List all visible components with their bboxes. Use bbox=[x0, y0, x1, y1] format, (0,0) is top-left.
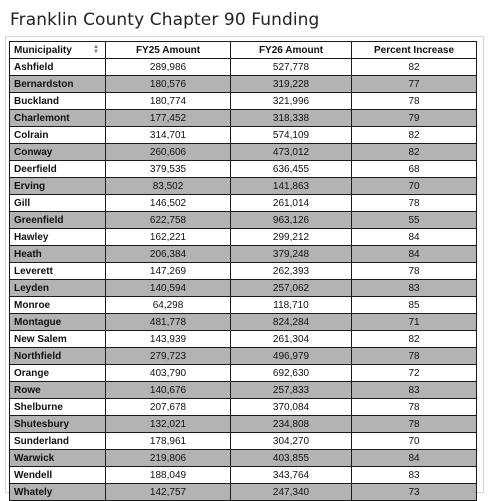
fy25-amount-cell: 219,806 bbox=[106, 450, 231, 467]
fy25-amount-cell: 379,535 bbox=[106, 161, 231, 178]
municipality-cell: Orange bbox=[10, 365, 106, 382]
municipality-cell: Colrain bbox=[10, 127, 106, 144]
municipality-cell: New Salem bbox=[10, 331, 106, 348]
municipality-cell: Conway bbox=[10, 144, 106, 161]
percent-increase-cell: 78 bbox=[352, 195, 477, 212]
municipality-cell: Gill bbox=[10, 195, 106, 212]
municipality-cell: Buckland bbox=[10, 93, 106, 110]
sort-icon[interactable]: ▲ ▼ bbox=[93, 44, 99, 55]
municipality-cell: Ashfield bbox=[10, 59, 106, 76]
column-header-percent[interactable]: Percent Increase bbox=[352, 42, 477, 59]
fy26-amount-cell: 963,126 bbox=[231, 212, 352, 229]
fy25-amount-cell: 140,594 bbox=[106, 280, 231, 297]
fy25-amount-cell: 147,269 bbox=[106, 263, 231, 280]
municipality-cell: Shutesbury bbox=[10, 416, 106, 433]
fy26-amount-cell: 318,338 bbox=[231, 110, 352, 127]
table-row bbox=[10, 127, 477, 144]
fy26-amount-cell: 496,979 bbox=[231, 348, 352, 365]
percent-increase-cell: 83 bbox=[352, 382, 477, 399]
percent-increase-cell: 78 bbox=[352, 416, 477, 433]
fy26-amount-cell: 403,855 bbox=[231, 450, 352, 467]
funding-table bbox=[9, 41, 477, 501]
fy26-amount-cell: 261,014 bbox=[231, 195, 352, 212]
fy25-amount-cell: 180,576 bbox=[106, 76, 231, 93]
fy25-amount-cell: 289,986 bbox=[106, 59, 231, 76]
fy26-amount-cell: 141,863 bbox=[231, 178, 352, 195]
municipality-cell: Shelburne bbox=[10, 399, 106, 416]
table-row bbox=[10, 365, 477, 382]
percent-increase-cell: 78 bbox=[352, 263, 477, 280]
municipality-cell: Northfield bbox=[10, 348, 106, 365]
percent-increase-cell: 83 bbox=[352, 280, 477, 297]
municipality-cell: Charlemont bbox=[10, 110, 106, 127]
page-title: Franklin County Chapter 90 Funding bbox=[10, 10, 320, 30]
fy26-amount-cell: 473,012 bbox=[231, 144, 352, 161]
percent-increase-cell: 78 bbox=[352, 93, 477, 110]
fy25-amount-cell: 279,723 bbox=[106, 348, 231, 365]
fy25-amount-cell: 83,502 bbox=[106, 178, 231, 195]
table-row bbox=[10, 178, 477, 195]
fy26-amount-cell: 636,455 bbox=[231, 161, 352, 178]
fy26-amount-cell: 234,808 bbox=[231, 416, 352, 433]
percent-increase-cell: 82 bbox=[352, 144, 477, 161]
fy25-amount-cell: 177,452 bbox=[106, 110, 231, 127]
percent-increase-cell: 71 bbox=[352, 314, 477, 331]
fy25-amount-cell: 260,606 bbox=[106, 144, 231, 161]
table-row bbox=[10, 450, 477, 467]
municipality-cell: Montague bbox=[10, 314, 106, 331]
fy25-amount-cell: 188,049 bbox=[106, 467, 231, 484]
percent-increase-cell: 79 bbox=[352, 110, 477, 127]
fy25-amount-cell: 142,757 bbox=[106, 484, 231, 501]
fy25-amount-cell: 146,502 bbox=[106, 195, 231, 212]
percent-increase-cell: 84 bbox=[352, 450, 477, 467]
table-row bbox=[10, 467, 477, 484]
fy26-amount-cell: 692,630 bbox=[231, 365, 352, 382]
table-row bbox=[10, 399, 477, 416]
percent-increase-cell: 85 bbox=[352, 297, 477, 314]
fy25-amount-cell: 314,701 bbox=[106, 127, 231, 144]
table-row bbox=[10, 382, 477, 399]
municipality-cell: Deerfield bbox=[10, 161, 106, 178]
table-row bbox=[10, 93, 477, 110]
fy26-amount-cell: 321,996 bbox=[231, 93, 352, 110]
fy26-amount-cell: 824,284 bbox=[231, 314, 352, 331]
municipality-cell: Leverett bbox=[10, 263, 106, 280]
fy26-amount-cell: 261,304 bbox=[231, 331, 352, 348]
table-row bbox=[10, 416, 477, 433]
column-header-fy26[interactable]: FY26 Amount bbox=[231, 42, 352, 59]
table-row bbox=[10, 59, 477, 76]
percent-increase-cell: 70 bbox=[352, 178, 477, 195]
table-row bbox=[10, 195, 477, 212]
fy25-amount-cell: 403,790 bbox=[106, 365, 231, 382]
table-row bbox=[10, 110, 477, 127]
fy25-amount-cell: 143,939 bbox=[106, 331, 231, 348]
fy26-amount-cell: 299,212 bbox=[231, 229, 352, 246]
municipality-cell: Rowe bbox=[10, 382, 106, 399]
fy25-amount-cell: 622,758 bbox=[106, 212, 231, 229]
municipality-cell: Whately bbox=[10, 484, 106, 501]
fy26-amount-cell: 574,109 bbox=[231, 127, 352, 144]
percent-increase-cell: 70 bbox=[352, 433, 477, 450]
table-row bbox=[10, 280, 477, 297]
fy25-amount-cell: 206,384 bbox=[106, 246, 231, 263]
fy25-amount-cell: 64,298 bbox=[106, 297, 231, 314]
municipality-cell: Bernardston bbox=[10, 76, 106, 93]
percent-increase-cell: 82 bbox=[352, 59, 477, 76]
percent-increase-cell: 82 bbox=[352, 331, 477, 348]
table-row bbox=[10, 433, 477, 450]
fy25-amount-cell: 132,021 bbox=[106, 416, 231, 433]
fy25-amount-cell: 140,676 bbox=[106, 382, 231, 399]
table-row bbox=[10, 229, 477, 246]
municipality-cell: Hawley bbox=[10, 229, 106, 246]
municipality-cell: Sunderland bbox=[10, 433, 106, 450]
fy25-amount-cell: 207,678 bbox=[106, 399, 231, 416]
table-row bbox=[10, 297, 477, 314]
municipality-cell: Warwick bbox=[10, 450, 106, 467]
table-body bbox=[10, 59, 477, 501]
fy26-amount-cell: 343,764 bbox=[231, 467, 352, 484]
fy25-amount-cell: 180,774 bbox=[106, 93, 231, 110]
table-row bbox=[10, 212, 477, 229]
table-row bbox=[10, 76, 477, 93]
table-row bbox=[10, 263, 477, 280]
percent-increase-cell: 78 bbox=[352, 348, 477, 365]
fy26-amount-cell: 319,228 bbox=[231, 76, 352, 93]
percent-increase-cell: 84 bbox=[352, 246, 477, 263]
fy26-amount-cell: 118,710 bbox=[231, 297, 352, 314]
percent-increase-cell: 55 bbox=[352, 212, 477, 229]
fy26-amount-cell: 257,833 bbox=[231, 382, 352, 399]
fy26-amount-cell: 257,062 bbox=[231, 280, 352, 297]
column-header-fy25[interactable]: FY25 Amount bbox=[106, 42, 231, 59]
municipality-cell: Wendell bbox=[10, 467, 106, 484]
fy25-amount-cell: 162,221 bbox=[106, 229, 231, 246]
table-row bbox=[10, 331, 477, 348]
fy26-amount-cell: 262,393 bbox=[231, 263, 352, 280]
percent-increase-cell: 84 bbox=[352, 229, 477, 246]
percent-increase-cell: 72 bbox=[352, 365, 477, 382]
municipality-cell: Monroe bbox=[10, 297, 106, 314]
header-row bbox=[10, 42, 477, 59]
fy26-amount-cell: 379,248 bbox=[231, 246, 352, 263]
municipality-cell: Heath bbox=[10, 246, 106, 263]
percent-increase-cell: 77 bbox=[352, 76, 477, 93]
municipality-cell: Leyden bbox=[10, 280, 106, 297]
column-header-label: Municipality bbox=[14, 44, 72, 56]
municipality-cell: Erving bbox=[10, 178, 106, 195]
column-header-municipality[interactable] bbox=[10, 42, 106, 59]
fy26-amount-cell: 304,270 bbox=[231, 433, 352, 450]
table-row bbox=[10, 144, 477, 161]
percent-increase-cell: 83 bbox=[352, 467, 477, 484]
fy26-amount-cell: 247,340 bbox=[231, 484, 352, 501]
table-row bbox=[10, 314, 477, 331]
table-row bbox=[10, 246, 477, 263]
fy26-amount-cell: 527,778 bbox=[231, 59, 352, 76]
table-row bbox=[10, 484, 477, 501]
percent-increase-cell: 82 bbox=[352, 127, 477, 144]
fy25-amount-cell: 178,961 bbox=[106, 433, 231, 450]
fy26-amount-cell: 370,084 bbox=[231, 399, 352, 416]
municipality-cell: Greenfield bbox=[10, 212, 106, 229]
fy25-amount-cell: 481,778 bbox=[106, 314, 231, 331]
table-row bbox=[10, 161, 477, 178]
table-row bbox=[10, 348, 477, 365]
percent-increase-cell: 78 bbox=[352, 399, 477, 416]
percent-increase-cell: 73 bbox=[352, 484, 477, 501]
percent-increase-cell: 68 bbox=[352, 161, 477, 178]
